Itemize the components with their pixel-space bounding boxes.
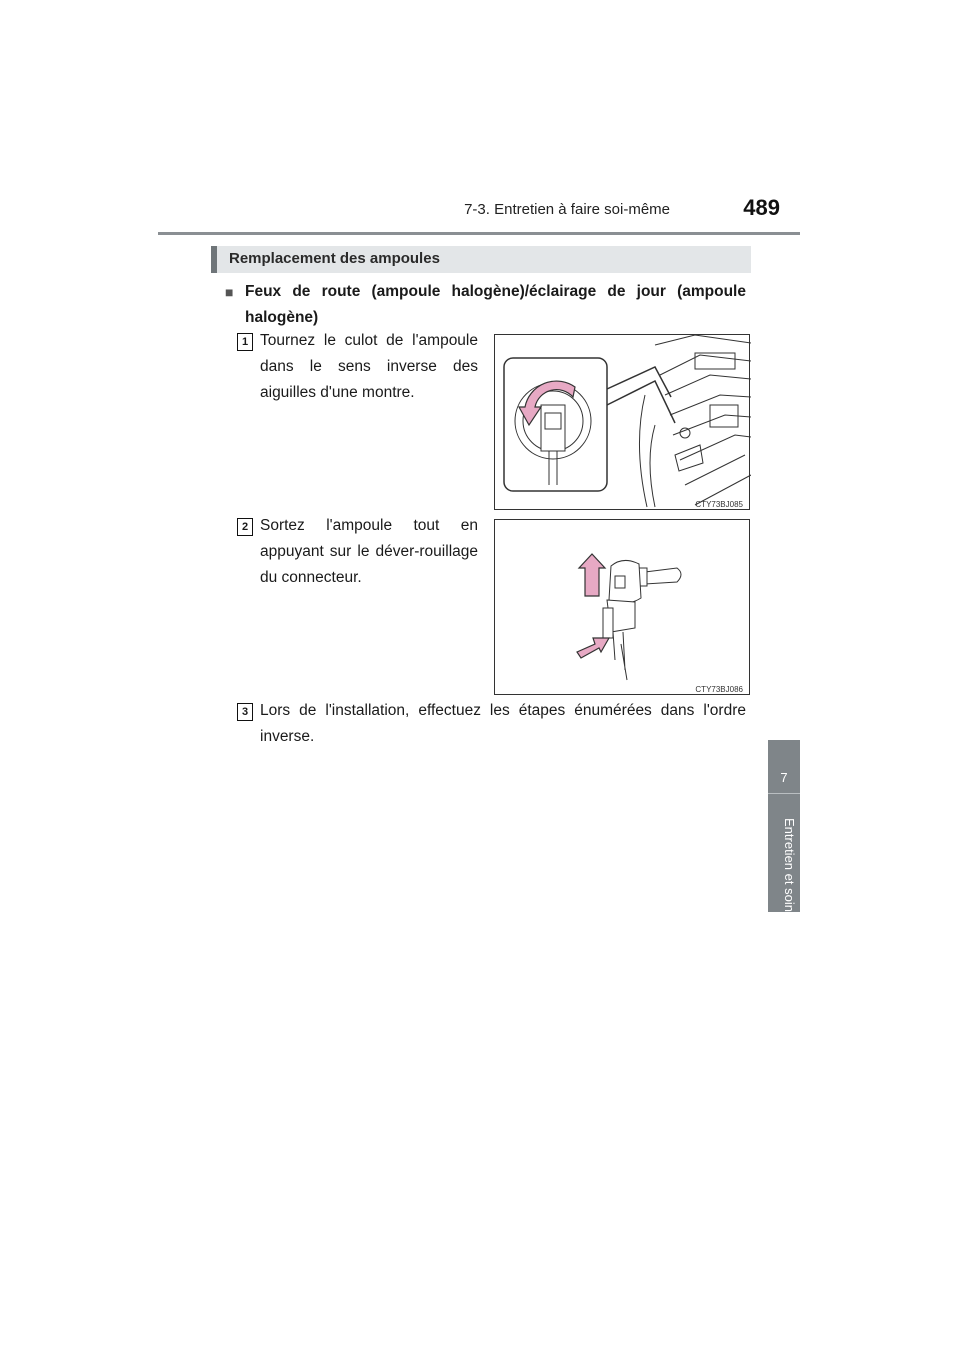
step-number-3: 3 [237, 703, 253, 721]
bulb-removal-illustration [495, 520, 751, 696]
chapter-tab-divider [768, 793, 800, 794]
section-title: Remplacement des ampoules [229, 250, 440, 267]
figure-code-2: CTY73BJ086 [695, 685, 743, 694]
bulb-rotation-illustration [495, 335, 751, 511]
step-text-3: Lors de l'installation, effectuez les étapes énumérées dans l'ordre inverse. [260, 702, 746, 745]
step-text-2: Sortez l'ampoule tout en appuyant sur le déver-rouillage du connecteur. [260, 517, 478, 586]
pull-arrow-icon [579, 554, 605, 596]
page-number: 489 [743, 195, 780, 220]
chapter-side-tab [768, 740, 800, 912]
subheading [225, 279, 746, 331]
step-text-1: Tournez le culot de l'ampoule dans le sens inverse des aiguilles d'une montre. [260, 332, 478, 401]
figure-code-1: CTY73BJ085 [695, 500, 743, 509]
step-number-1: 1 [237, 333, 253, 351]
header-section-title: 7-3. Entretien à faire soi-même [464, 201, 670, 218]
header-divider [158, 232, 800, 235]
figure-bulb-rotation [494, 334, 750, 510]
subheading-text: Feux de route (ampoule halogène)/éclairage de jour (ampoule halogène) [245, 283, 746, 326]
step-number-2: 2 [237, 518, 253, 536]
square-bullet-icon: ■ [225, 284, 234, 300]
chapter-number: 7 [780, 770, 788, 785]
figure-bulb-removal [494, 519, 750, 695]
press-arrow-icon [577, 638, 609, 658]
chapter-title: Entretien et soin [782, 818, 797, 912]
section-heading-bar [211, 246, 751, 273]
